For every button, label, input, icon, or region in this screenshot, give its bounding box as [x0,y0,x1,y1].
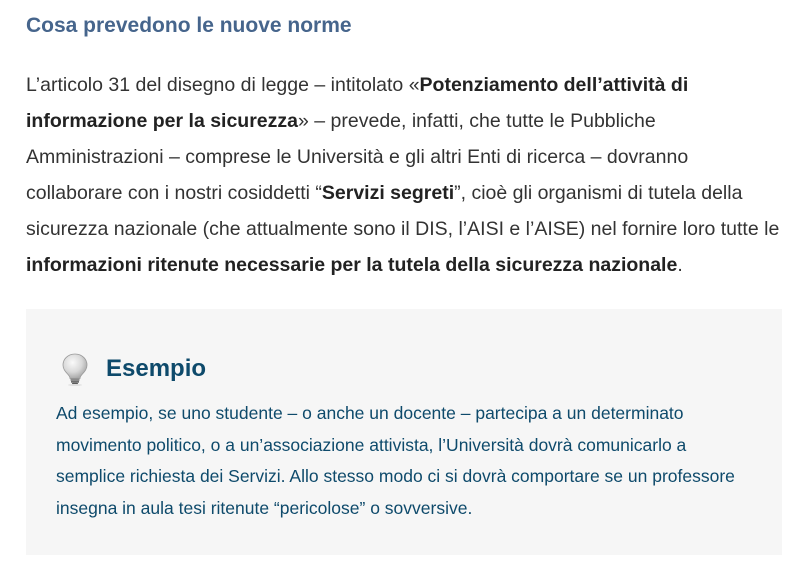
paragraph-text-1: L’articolo 31 del disegno di legge – intitolato « [26,74,420,96]
paragraph-bold-1: Potenziamento dell’attività di informazione per la sicurezza [26,74,689,132]
paragraph-text-4: . [677,254,683,276]
lightbulb-icon [60,352,90,386]
example-text: Ad esempio, se uno studente – o anche un docente – partecipa a un determinato movimento politico, o a un’associazione attivista, l’Università dovrà comunicarlo a semplice richiesta dei Servizi. Allo stesso modo ci si dovrà comportare se un professore insegna in aula tesi ritenute “pericolose” o sovversive. [56,403,735,518]
example-title: Esempio [106,355,207,382]
paragraph-text-2: » – prevede, infatti, che tutte le Pubbliche Amministrazioni – comprese le Università e gli altri Enti di ricerca – dovranno collaborare con i nostri cosiddetti “ [26,110,689,204]
example-header [60,349,206,389]
lightbulb-graphic [60,352,90,386]
example-box [26,309,782,555]
paragraph-bold-3: informazioni ritenute necessarie per la tutela della sicurezza nazionale [26,254,678,276]
section-title: Cosa prevedono le nuove norme [26,14,352,37]
article-paragraph [26,67,781,283]
paragraph-text-3: ”, cioè gli organismi di tutela della sicurezza nazionale (che attualmente sono il DIS, l’AISI e l’AISE) nel fornire loro tutte le [26,182,780,240]
paragraph-bold-2: Servizi segreti [321,182,455,204]
